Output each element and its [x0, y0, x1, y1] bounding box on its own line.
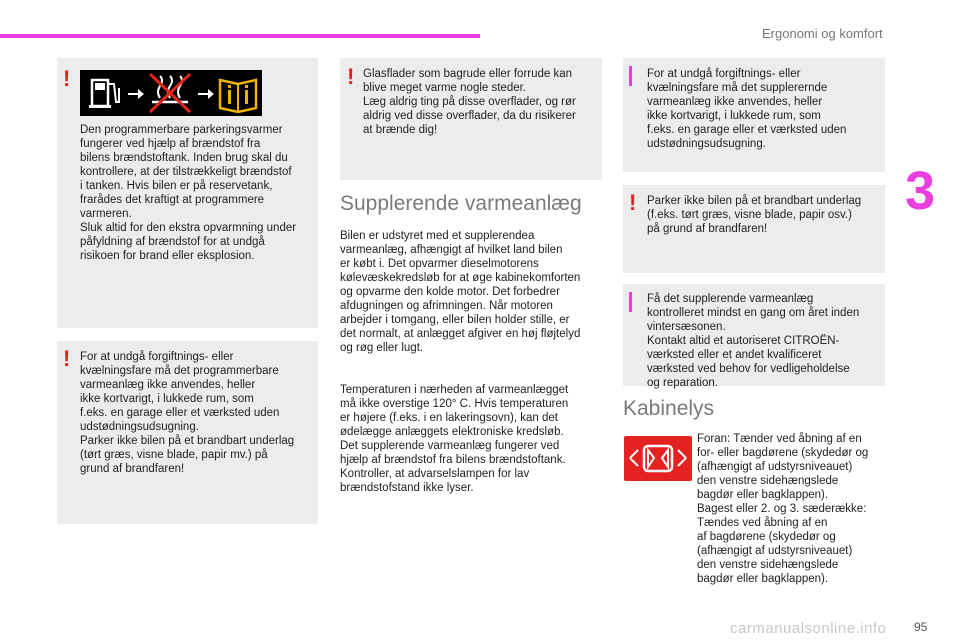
warning-text-glass: Glasflader som bagrude eller forrude kan blive meget varme nogle steder. Læg aldrig ting på disse overflader, og rør aldrig ved disse overflader, da du risikerer at brænde dig!: [363, 68, 576, 136]
warning-text-flammable: Parker ikke bilen på et brandbart underlag (f.eks. tørt græs, visne blade, papir osv.) på grund af brandfaren!: [647, 195, 862, 235]
warning-icon: !: [347, 64, 355, 89]
door-open-courtesy-light-icon: [624, 436, 692, 481]
section-title: Ergonomi og komfort: [762, 26, 883, 41]
warning-icon: !: [63, 66, 71, 91]
info-text-maintenance: Få det supplerende varmeanlæg kontrolleret mindst en gang om året inden vintersæsonen. Kontakt altid et autoriseret CITROËN- værksted eller et andet kvalificeret værksted ved behov for vedligeholdelse og reparation.: [647, 293, 860, 389]
cabin-light-text: Foran: Tænder ved åbning af en for- eller bagdørene (skydedør og (afhængigt af udstyrsniveauet) den venstre sidehængslede bagdør eller bagklappen). Bagest eller 2. og 3. sæderække: Tændes ved åbning af en af bagdørene (skydedør og (afhængigt af udstyrsniveauet) den venstre sidehængslede bagdør eller bagklappen).: [697, 433, 869, 585]
page-number: 95: [914, 620, 928, 634]
warning-icon: !: [63, 346, 71, 371]
fuel-pump-no-heater-read-manual-icon: [80, 70, 262, 116]
heading-supplementary-heater: Supplerende varmeanlæg: [340, 192, 582, 215]
paragraph-heater-temperature: Temperaturen i nærheden af varmeanlægget må ikke overstige 120° C. Hvis temperaturen er højere (f.eks. i en lakeringsovn), kan det ødelægge anlæggets elektroniske kredsløb. Det supplerende varmeanlæg fungerer ved hjælp af brændstof fra bilens brændstoftank. Kontroller, at advarselslampen for lav brændstofstand ikke lyser.: [340, 384, 569, 494]
info-text-poisoning: For at undgå forgiftnings- eller kvælningsfare må det supplerernde varmeanlæg ikke anvendes, heller ikke kortvarigt, i lukkede rum, som f.eks. en garage eller et værksted uden udstødningsudsugning.: [647, 68, 847, 150]
warning-text-fuel-heater: Den programmerbare parkeringsvarmer fungerer ved hjælp af brændstof fra bilens brændstoftank. Inden brug skal du kontrollere, at der tilstrækkeligt brændstof i tanken. Hvis bilen er på reservetank, frarådes det kraftigt at programmere varmeren. Sluk altid for den ekstra opvarmning under påfyldning af brændstof for at undgå risikoen for brand eller eksplosion.: [80, 124, 297, 262]
heading-cabin-light: Kabinelys: [623, 397, 715, 420]
info-icon: [629, 292, 632, 312]
warning-text-poisoning: For at undgå forgiftnings- eller kvælningsfare må det programmerbare varmeanlæg ikke anvendes, heller ikke kortvarigt, i lukkede rum, som f.eks. en garage eller et værksted uden udstødningsudsugning. Parker ikke bilen på et brandbart underlag (tørt græs, visne blade, papir mv.) på grund af brandfaren!: [80, 351, 295, 475]
warning-icon: !: [629, 190, 637, 215]
top-accent-bar: [0, 34, 480, 38]
chapter-number: 3: [905, 161, 936, 221]
watermark: carmanualsonline.info: [730, 620, 887, 637]
info-icon: [629, 66, 632, 86]
paragraph-heater-description: Bilen er udstyret med et supplerendea varmeanlæg, afhængigt af hvilket land bilen er købt i. Det opvarmer dieselmotorens kølevæskekredsløb for at øge kabinekomforten og opvarme den kolde motor. Det forbedrer afdugningen og afrimningen. Når motoren arbejder i tomgang, eller bilen holder stille, er det normalt, at anlægget afgiver en høj fløjtelyd og røg eller lugt.: [340, 230, 581, 354]
